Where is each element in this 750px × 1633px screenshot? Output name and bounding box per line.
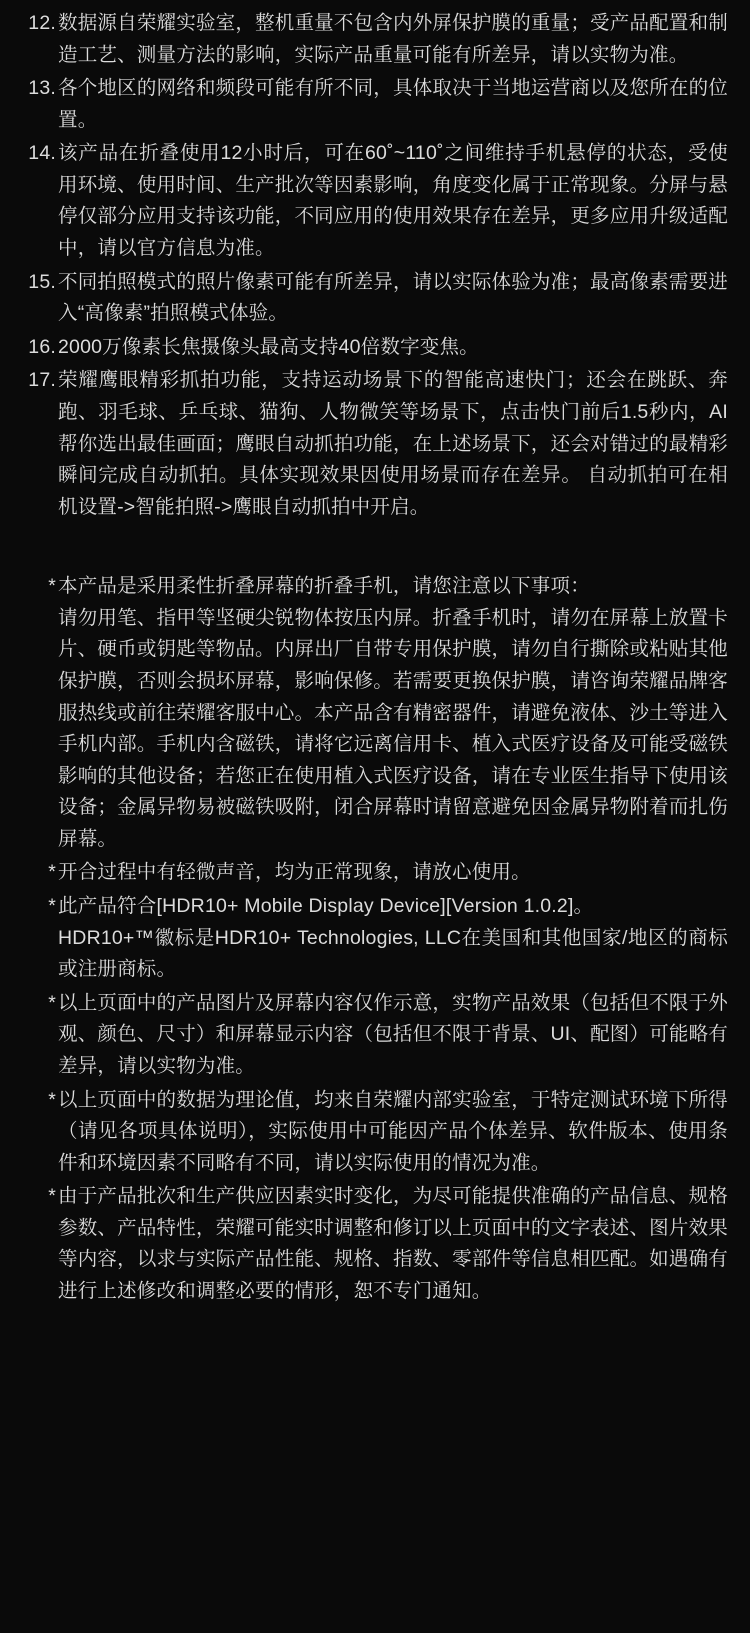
footnote-marker: * bbox=[48, 1185, 56, 1208]
list-item bbox=[22, 571, 728, 855]
list-item-index: 16. bbox=[28, 335, 56, 358]
list-item bbox=[22, 73, 728, 136]
list-item bbox=[22, 1181, 728, 1307]
list-item-index: 17. bbox=[28, 369, 56, 392]
list-item bbox=[22, 988, 728, 1083]
footnote-text: 由于产品批次和生产供应因素实时变化，为尽可能提供准确的产品信息、规格参数、产品特性，荣耀可能实时调整和修订以上页面中的文字表述、图片效果等内容，以求与实际产品性能、规格、指数、零部件等信息相匹配。如遇确有进行上述修改和调整必要的情形，恕不专门通知。 bbox=[58, 1185, 728, 1302]
list-item-text: 荣耀鹰眼精彩抓拍功能，支持运动场景下的智能高速快门；还会在跳跃、奔跑、羽毛球、乒乓球、猫狗、人物微笑等场景下，点击快门前后1.5秒内，AI帮你选出最佳画面；鹰眼自动抓拍功能，在上述场景下，还会对错过的最精彩瞬间完成自动抓拍。具体实现效果因使用场景而存在差异。 自动抓拍可在相机设置->智能拍照->鹰眼自动抓拍中开启。 bbox=[58, 369, 728, 518]
footnote-marker: * bbox=[48, 991, 56, 1014]
list-item-index: 12. bbox=[28, 12, 56, 34]
list-item bbox=[22, 267, 728, 330]
footnote-text: 以上页面中的数据为理论值，均来自荣耀内部实验室，于特定测试环境下所得（请见各项具体说明），实际使用中可能因产品个体差异、软件版本、使用条件和环境因素不同略有不同，请以实际使用的情况为准。 bbox=[58, 1088, 728, 1174]
footnote-body bbox=[58, 857, 728, 889]
footnote-subtext: 请勿用笔、指甲等坚硬尖锐物体按压内屏。折叠手机时，请勿在屏幕上放置卡片、硬币或钥匙等物品。内屏出厂自带专用保护膜，请勿自行撕除或粘贴其他保护膜，否则会损坏屏幕，影响保修。若需要更换保护膜，请咨询荣耀品牌客服热线或前往荣耀客服中心。本产品含有精密器件，请避免液体、沙土等进入手机内部。手机内含磁铁，请将它远离信用卡、植入式医疗设备及可能受磁铁影响的其他设备；若您正在使用植入式医疗设备，请在专业医生指导下使用该设备；金属异物易被磁铁吸附，闭合屏幕时请留意避免因金属异物附着而扎伤屏幕。 bbox=[58, 606, 728, 850]
list-item bbox=[22, 857, 728, 889]
numbered-disclaimer-list bbox=[22, 8, 728, 523]
footnote-body bbox=[58, 571, 728, 855]
footnote-marker: * bbox=[48, 575, 56, 598]
list-item-text: 2000万像素长焦摄像头最高支持40倍数字变焦。 bbox=[58, 335, 479, 358]
list-item-text: 数据源自荣耀实验室，整机重量不包含内外屏保护膜的重量；受产品配置和制造工艺、测量方法的影响，实际产品重量可能有所差异，请以实物为准。 bbox=[58, 12, 728, 66]
list-item-index: 13. bbox=[28, 77, 56, 100]
footnote-list bbox=[22, 571, 728, 1307]
list-item-text: 各个地区的网络和频段可能有所不同，具体取决于当地运营商以及您所在的位置。 bbox=[58, 77, 728, 131]
footnote-marker: * bbox=[48, 895, 56, 918]
footnote-body bbox=[58, 1085, 728, 1180]
footnote-subtext: HDR10+™徽标是HDR10+ Technologies, LLC在美国和其他国家/地区的商标或注册商标。 bbox=[58, 926, 728, 981]
footnote-text: 开合过程中有轻微声音，均为正常现象，请放心使用。 bbox=[58, 861, 531, 884]
footnote-body bbox=[58, 891, 728, 986]
section-divider-space bbox=[22, 525, 728, 571]
list-item bbox=[22, 891, 728, 986]
footnote-body bbox=[58, 1181, 728, 1307]
list-item bbox=[22, 332, 728, 364]
list-item bbox=[22, 1085, 728, 1180]
footnote-text: 以上页面中的产品图片及屏幕内容仅作示意，实物产品效果（包括但不限于外观、颜色、尺寸）和屏幕显示内容（包括但不限于背景、UI、配图）可能略有差异，请以实物为准。 bbox=[58, 991, 729, 1077]
list-item-text: 不同拍照模式的照片像素可能有所差异，请以实际体验为准；最高像素需要进入“高像素”拍照模式体验。 bbox=[58, 270, 728, 325]
list-item-text: 该产品在折叠使用12小时后，可在60˚~110˚之间维持手机悬停的状态，受使用环境、使用时间、生产批次等因素影响，角度变化属于正常现象。分屏与悬停仅部分应用支持该功能，不同应用的使用效果存在差异，更多应用升级适配中，请以官方信息为准。 bbox=[58, 142, 728, 260]
footnote-marker: * bbox=[48, 861, 56, 884]
list-item-index: 15. bbox=[28, 270, 56, 293]
list-item bbox=[22, 365, 728, 523]
footnote-body bbox=[58, 988, 728, 1083]
list-item-index: 14. bbox=[28, 142, 56, 165]
footnote-text: 本产品是采用柔性折叠屏幕的折叠手机，请您注意以下事项： bbox=[58, 575, 590, 598]
footnote-marker: * bbox=[48, 1088, 56, 1111]
list-item bbox=[22, 8, 728, 71]
footnote-text: 此产品符合[HDR10+ Mobile Display Device][Version 1.0.2]。 bbox=[58, 895, 594, 918]
list-item bbox=[22, 138, 728, 264]
